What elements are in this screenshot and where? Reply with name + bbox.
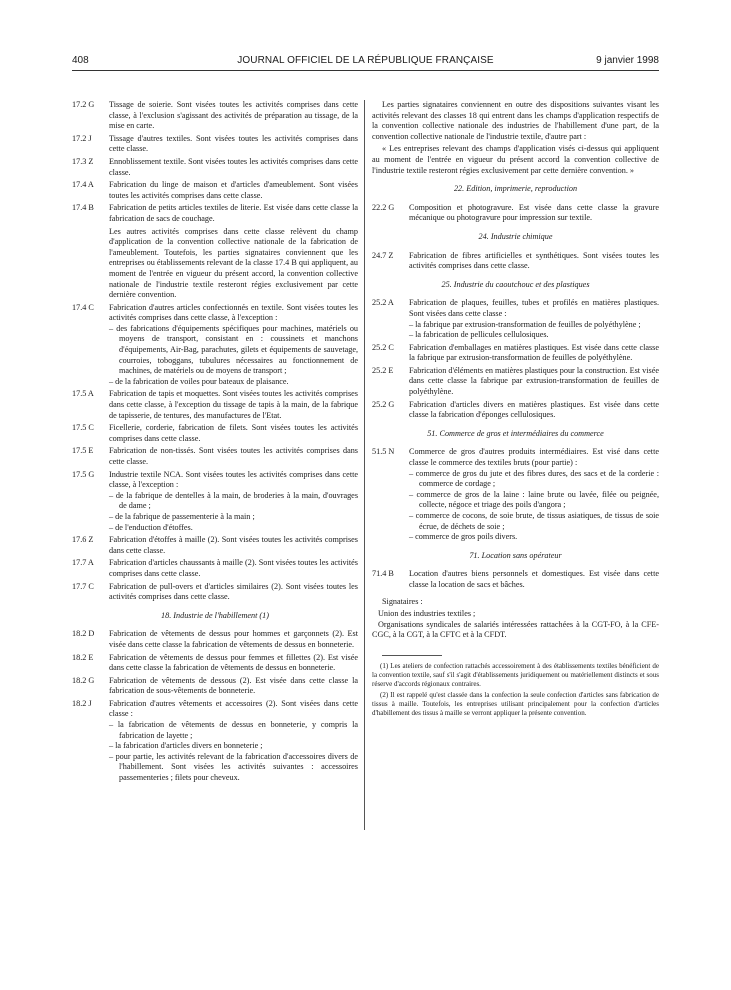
class-description bbox=[109, 629, 358, 650]
class-entry bbox=[72, 423, 358, 444]
class-text: Fabrication de pull-overs et d'articles similaires (2). Sont visées toutes les activités comprises dans cette classe. bbox=[109, 581, 358, 602]
journal-title: JOURNAL OFFICIEL DE LA RÉPUBLIQUE FRANÇAISE bbox=[237, 55, 494, 66]
class-text: Fabrication d'étoffes à maille (2). Sont visées toutes les activités comprises dans cette classe. bbox=[109, 535, 358, 555]
exception-item: – commerce de cocons, de soie brute, de tissus asiatiques, de tissus de soie écrue, de déchets de soie ; bbox=[409, 511, 659, 532]
exception-item: – la fabrication de vêtements de dessus en bonneterie, y compris la fabrication de layette ; bbox=[109, 720, 358, 741]
class-entry bbox=[72, 535, 358, 556]
class-description bbox=[109, 389, 358, 421]
class-entry bbox=[72, 676, 358, 697]
class-description bbox=[109, 653, 358, 674]
class-entry bbox=[72, 100, 358, 132]
class-code: 17.4 A bbox=[72, 180, 94, 190]
class-description bbox=[109, 535, 358, 556]
class-code: 18.2 D bbox=[72, 629, 95, 639]
class-entry bbox=[372, 203, 659, 224]
left-column bbox=[72, 100, 358, 786]
exception-item: – de la fabrique de dentelles à la main, de broderies à la main, d'ouvrages de dame ; bbox=[109, 491, 358, 512]
exception-item: – commerce de gros de la laine : laine brute ou lavée, filée ou peignée, collecte, négoce et triage des poils d'angora ; bbox=[409, 490, 659, 511]
entries-24 bbox=[372, 251, 659, 272]
class-text: Fabrication de fibres artificielles et synthétiques. Sont visées toutes les activités comprises dans cette classe. bbox=[409, 250, 659, 271]
footnote-rule bbox=[382, 655, 442, 656]
class-description bbox=[109, 423, 358, 444]
class-entry bbox=[372, 343, 659, 364]
class-text: Fabrication d'emballages en matières plastiques. Est visée dans cette classe la fabrique par extrusion-transformation de feuilles de polyéthylène. bbox=[409, 342, 659, 363]
class-text: Ennoblissement textile. Sont visées toutes les activités comprises dans cette classe. bbox=[109, 156, 358, 177]
class-code: 17.2 G bbox=[72, 100, 95, 109]
class-description bbox=[409, 298, 659, 340]
intro-paragraph: Les parties signataires conviennent en outre des dispositions suivantes visant les activités relevant des classes 18 qui entrent dans les champs d'application respectifs de la convention collective nationale des industries de l'habillement d'une part, de la convention collective nationale de l'industrie textile, d'autre part : bbox=[372, 100, 659, 141]
class-text: Tissage de soierie. Sont visées toutes les activités comprises dans cette classe, à l'exclusion s'agissant des activités de préparation au tissage, de la mise en carte. bbox=[109, 100, 358, 131]
class-code: 25.2 C bbox=[372, 342, 394, 352]
class-description bbox=[109, 582, 358, 603]
class-text: Fabrication du linge de maison et d'articles d'ameublement. Sont visées toutes les activités comprises dans cette classe. bbox=[109, 180, 358, 200]
class-code: 18.2 E bbox=[72, 652, 94, 662]
right-column bbox=[372, 100, 659, 720]
entries-25 bbox=[372, 298, 659, 421]
class-description bbox=[109, 303, 358, 388]
exception-item: – la fabrication de pellicules cellulosiques. bbox=[409, 330, 659, 341]
class-description bbox=[109, 676, 358, 697]
class-note: Les autres activités comprises dans cette classe relèvent du champ d'application de la convention collective nationale de la fabrication de l'ameublement. Toutefois, les parties signataires conviennent que les entreprises ou établissements relevant de la classe 17.4 B qui appliquent, au moment de l'entrée en vigueur du présent accord, la convention collective nationale de l'industrie textile resteront régies exclusivement par cette dernière convention. bbox=[109, 226, 358, 300]
class-code: 17.5 G bbox=[72, 469, 95, 479]
class-entry bbox=[72, 157, 358, 178]
entries-22 bbox=[372, 203, 659, 224]
class-text: Fabrication de plaques, feuilles, tubes et profilés en matières plastiques. Sont visées dans cette classe : bbox=[409, 298, 659, 318]
class-entry bbox=[72, 303, 358, 388]
footnote-1: (1) Les ateliers de confection rattachés accessoirement à des établissements textiles bénéficient de la convention textile, sauf s'il s'agit d'établissements juridiquement ou matériellement distincts et sous réserve d'accords régionaux contraires. bbox=[372, 661, 659, 688]
exception-item: – la fabrique par extrusion-transformation de feuilles de polyéthylène ; bbox=[409, 320, 659, 331]
class-text: Fabrication d'articles chaussants à maille (2). Sont visées toutes les activités comprises dans cette classe. bbox=[109, 558, 358, 578]
class-description bbox=[409, 366, 659, 398]
class-entry bbox=[72, 389, 358, 421]
class-text: Fabrication d'autres vêtements et accessoires (2). Sont visées dans cette classe : bbox=[109, 698, 358, 719]
class-code: 25.2 E bbox=[372, 365, 394, 375]
exception-list bbox=[109, 491, 358, 533]
class-text: Fabrication de vêtements de dessus pour femmes et fillettes (2). Est visée dans cette classe la fabrication de vêtements de dessus en bonneterie. bbox=[109, 652, 358, 673]
section-heading-22: 22. Edition, imprimerie, reproduction bbox=[453, 184, 578, 194]
class-description bbox=[409, 343, 659, 364]
class-entry bbox=[372, 251, 659, 272]
class-code: 25.2 A bbox=[372, 298, 394, 308]
exception-item: – commerce de gros du jute et des fibres dures, des sacs et de la corderie : commerce de cordage ; bbox=[409, 469, 659, 490]
class-description bbox=[109, 470, 358, 534]
class-code: 18.2 J bbox=[72, 698, 92, 708]
class-entry bbox=[372, 569, 659, 590]
class-text: Fabrication de non-tissés. Sont visées toutes les activités comprises dans cette classe. bbox=[109, 446, 358, 466]
class-code: 22.2 G bbox=[372, 202, 395, 212]
class-entry bbox=[72, 446, 358, 467]
class-text: Fabrication de petits articles textiles de literie. Est visée dans cette classe la fabrication de sacs de couchage. bbox=[109, 203, 358, 223]
section-heading-18: 18. Industrie de l'habillement (1) bbox=[161, 610, 269, 620]
class-entry bbox=[72, 582, 358, 603]
class-text: Fabrication d'articles divers en matières plastiques. Est visée dans cette classe la fabrication d'éponges cellulosiques. bbox=[409, 399, 659, 420]
class-text: Fabrication de tapis et moquettes. Sont visées toutes les activités comprises dans cette classe, à l'exception du tissage de tapis à la main, de la fabrique de tapisserie, de tentures, des manufactures de l'Etat. bbox=[109, 389, 358, 420]
section-heading-71: 71. Location sans opérateur bbox=[469, 550, 562, 560]
class-description bbox=[109, 180, 358, 201]
column-divider bbox=[364, 100, 365, 830]
exception-list bbox=[109, 324, 358, 388]
class-text: Fabrication de vêtements de dessus pour hommes et garçonnets (2). Est visée dans cette classe la fabrication de vêtements de dessus en bonneterie. bbox=[109, 629, 358, 649]
class-code: 17.7 A bbox=[72, 558, 94, 568]
class-text: Fabrication de vêtements de dessous (2). Est visée dans cette classe la fabrication de sous-vêtements de bonneterie. bbox=[109, 675, 358, 696]
class-code: 17.4 B bbox=[72, 203, 94, 213]
signataires-label: Signataires : bbox=[382, 596, 423, 606]
page-number: 408 bbox=[72, 55, 89, 66]
class-entry bbox=[372, 366, 659, 398]
class-entry bbox=[72, 203, 358, 224]
class-description bbox=[109, 558, 358, 579]
class-entry bbox=[72, 134, 358, 155]
class-description bbox=[109, 157, 358, 178]
exception-list bbox=[409, 469, 659, 543]
page-header bbox=[0, 53, 731, 69]
class-code: 17.5 A bbox=[72, 389, 94, 399]
class-description bbox=[109, 100, 358, 132]
class-text: Tissage d'autres textiles. Sont visées toutes les activités comprises dans cette classe. bbox=[109, 133, 358, 154]
class-description bbox=[109, 134, 358, 155]
class-description bbox=[109, 446, 358, 467]
class-text: Location d'autres biens personnels et domestiques. Est visée dans cette classe la location de sacs et bâches. bbox=[409, 569, 659, 589]
exception-item: – la fabrication d'articles divers en bonneterie ; bbox=[109, 741, 358, 752]
class-entry bbox=[372, 447, 659, 542]
class-text: Fabrication d'autres articles confectionnés en textile. Sont visées toutes les activités comprises dans cette classe, à l'exception : bbox=[109, 302, 358, 323]
entries-b bbox=[72, 629, 358, 783]
section-heading-24: 24. Industrie chimique bbox=[478, 231, 553, 241]
class-code: 17.4 C bbox=[72, 302, 94, 312]
class-code: 17.6 Z bbox=[72, 535, 94, 545]
class-entry bbox=[72, 629, 358, 650]
class-entry bbox=[72, 653, 358, 674]
class-code: 71.4 B bbox=[372, 569, 394, 579]
class-description bbox=[409, 251, 659, 272]
class-code: 17.7 C bbox=[72, 581, 94, 591]
section-heading-51: 51. Commerce de gros et intermédiaires du commerce bbox=[427, 428, 604, 438]
class-text: Composition et photogravure. Est visée dans cette classe la gravure mécanique ou photogravure pour impression sur textile. bbox=[409, 202, 659, 223]
class-code: 17.5 E bbox=[72, 446, 94, 456]
class-text: Industrie textile NCA. Sont visées toutes les activités comprises dans cette classe, à l'exception : bbox=[109, 469, 358, 490]
signataire-1: Union des industries textiles ; bbox=[378, 609, 476, 619]
class-description bbox=[109, 203, 358, 224]
class-description bbox=[409, 569, 659, 590]
class-text: Ficellerie, corderie, fabrication de filets. Sont visées toutes les activités comprises dans cette classe. bbox=[109, 423, 358, 443]
signataire-2: Organisations syndicales de salariés intéressées rattachées à la CGT-FO, à la CFE-CGC, à la CGT, à la CFTC et à la CFDT. bbox=[372, 619, 659, 640]
class-description bbox=[409, 447, 659, 542]
entries-51 bbox=[372, 447, 659, 542]
exception-item: – des fabrications d'équipements spécifiques pour machines, matériels ou moyens de transport, consistant en : coussinets et manchons d'équipements, Air-Bag, parachutes, gilets et équipements de sauvetage, courroies, toboggans, tubulures nécessaires au fonctionnement de machines, de matériels ou de moyens de transport ; bbox=[109, 324, 358, 377]
class-entry bbox=[372, 298, 659, 340]
class-code: 24.7 Z bbox=[372, 250, 394, 260]
class-code: 25.2 G bbox=[372, 399, 395, 409]
header-rule bbox=[72, 70, 659, 71]
class-entry bbox=[72, 699, 358, 784]
exception-list bbox=[109, 720, 358, 784]
quote-paragraph: « Les entreprises relevant des champs d'application visés ci-dessus qui appliquent au moment de l'entrée en vigueur du présent accord la convention collective de l'industrie textile resteront régies exclusivement par cette dernière convention. » bbox=[372, 144, 659, 175]
class-text: Fabrication d'éléments en matières plastiques pour la construction. Est visée dans cette classe la fabrique par extrusion-transformation de feuilles de polyéthylène. bbox=[409, 365, 659, 397]
issue-date: 9 janvier 1998 bbox=[596, 55, 659, 66]
class-description bbox=[109, 699, 358, 784]
class-description bbox=[409, 400, 659, 421]
class-entry bbox=[72, 470, 358, 534]
exception-item: – de l'enduction d'étoffes. bbox=[109, 523, 358, 534]
class-entry bbox=[372, 400, 659, 421]
entries-a bbox=[72, 100, 358, 603]
class-entry bbox=[72, 558, 358, 579]
exception-item: – de la fabrication de voiles pour bateaux de plaisance. bbox=[109, 377, 358, 388]
exception-list bbox=[409, 320, 659, 341]
footnote-2: (2) Il est rappelé qu'est classée dans la confection la seule confection d'articles sans fabrication de tissus à maille. Toutefois, les entreprises utilisant principalement pour la confection d'articles d'habillement des tissus à maille se verront appliquer la présente convention. bbox=[372, 690, 659, 717]
section-heading-25: 25. Industrie du caoutchouc et des plastiques bbox=[441, 279, 590, 289]
class-code: 17.5 C bbox=[72, 423, 94, 433]
class-code: 18.2 G bbox=[72, 675, 95, 685]
class-text: Commerce de gros d'autres produits intermédiaires. Est visé dans cette classe le commerce des textiles bruts (pour partie) : bbox=[409, 447, 659, 468]
class-entry bbox=[72, 180, 358, 201]
exception-item: – commerce de gros poils divers. bbox=[409, 532, 659, 543]
class-code: 51.5 N bbox=[372, 447, 395, 457]
class-code: 17.3 Z bbox=[72, 156, 94, 166]
class-code: 17.2 J bbox=[72, 133, 92, 143]
entries-71 bbox=[372, 569, 659, 590]
exception-item: – de la fabrique de passementerie à la main ; bbox=[109, 512, 358, 523]
class-description bbox=[409, 203, 659, 224]
exception-item: – pour partie, les activités relevant de la fabrication d'accessoires divers de l'habillement. Sont visées les activités suivantes : accessoires passementeries ; filets pour cheveux. bbox=[109, 752, 358, 784]
